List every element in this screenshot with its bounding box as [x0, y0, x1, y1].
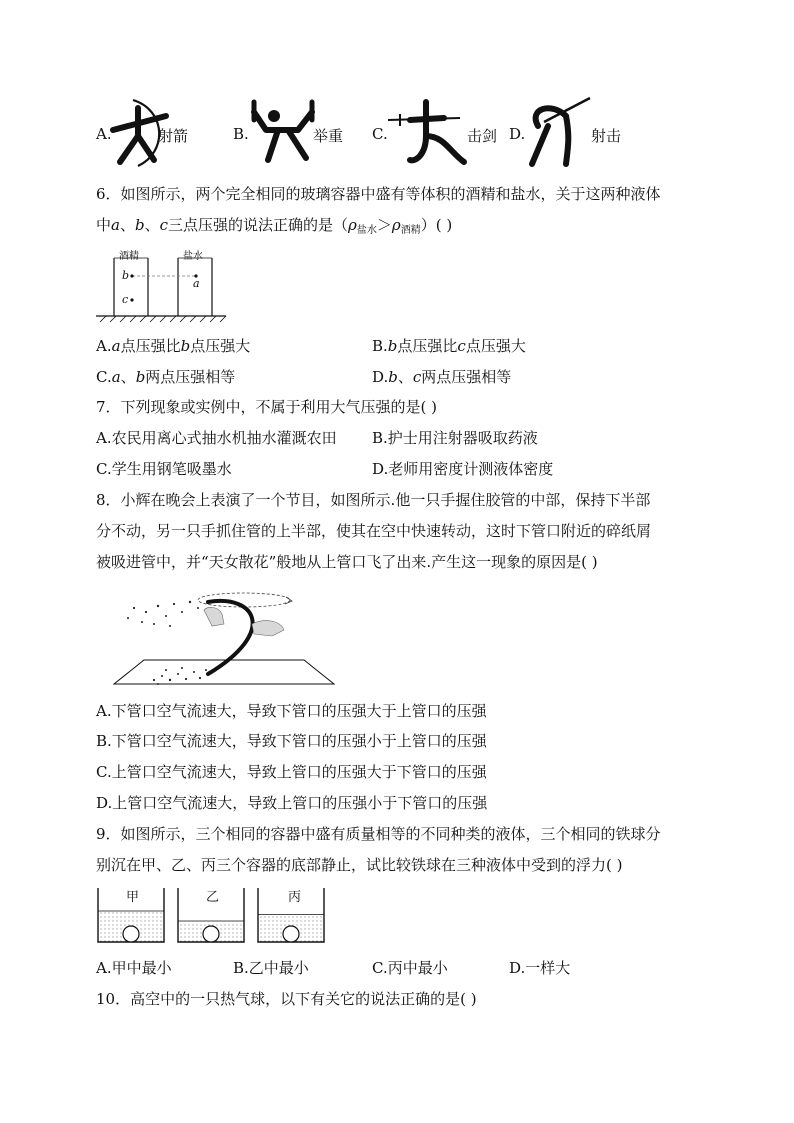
q9-option-d[interactable]: D.一样大: [509, 959, 571, 977]
q8-spinning-tube-figure: [96, 584, 341, 690]
iron-ball: [203, 926, 219, 942]
q6-containers-figure: [96, 244, 226, 328]
q9-option-a[interactable]: A.甲中最小: [96, 959, 172, 977]
q8-option-d[interactable]: D.上管口空气流速大，导致上管口的压强小于下管口的压强: [96, 794, 488, 812]
q6-option-d[interactable]: D.b、c两点压强相等: [372, 368, 512, 386]
weightlifting-pictogram-icon: [248, 96, 320, 168]
container-label-bing: 丙: [288, 890, 302, 905]
iron-ball: [283, 926, 299, 942]
point-b-label: b: [122, 269, 130, 282]
q8-stem-line2: 分不动，另一只手抓住管的上半部，使其在空中快速转动，这时下管口附近的碎纸屑: [96, 522, 652, 540]
label-alcohol: 酒精: [119, 251, 139, 262]
q5-option-a-letter[interactable]: A.: [96, 125, 112, 143]
q9-option-c[interactable]: C.丙中最小: [372, 959, 448, 977]
q7-stem: 7．下列现象或实例中，不属于利用大气压强的是( ): [96, 398, 438, 416]
point-c-label: c: [122, 293, 129, 306]
q5-option-c-label: 击剑: [467, 127, 498, 145]
q5-option-d-label: 射击: [591, 127, 622, 145]
q7-option-d[interactable]: D.老师用密度计测液体密度: [372, 460, 554, 478]
q8-stem-line1: 8．小辉在晚会上表演了一个节目，如图所示.他一只手握住胶管的中部，保持下半部: [96, 491, 651, 509]
q9-stem-line1: 9．如图所示，三个相同的容器中盛有质量相等的不同种类的液体，三个相同的铁球分: [96, 825, 661, 843]
q5-option-b-letter[interactable]: B.: [233, 125, 249, 143]
q8-option-b[interactable]: B.下管口空气流速大，导致下管口的压强小于上管口的压强: [96, 732, 487, 750]
q7-option-b[interactable]: B.护士用注射器吸取药液: [372, 429, 538, 447]
container-label-yi: 乙: [206, 890, 220, 905]
q8-option-a[interactable]: A.下管口空气流速大，导致下管口的压强大于上管口的压强: [96, 702, 487, 720]
q6-option-a[interactable]: A.a点压强比b点压强大: [96, 337, 251, 355]
q5-option-b-label: 举重: [313, 127, 344, 145]
q9-option-b[interactable]: B.乙中最小: [233, 959, 309, 977]
q6-option-c[interactable]: C.a、b两点压强相等: [96, 368, 236, 386]
q6-option-b[interactable]: B.b点压强比c点压强大: [372, 337, 526, 355]
shooting-pictogram-icon: [524, 96, 596, 168]
q8-stem-line3: 被吸进管中，并“天女散花”般地从上管口飞了出来.产生这一现象的原因是( ): [96, 553, 598, 571]
q5-option-d-letter[interactable]: D.: [509, 125, 526, 143]
q5-option-c-letter[interactable]: C.: [372, 125, 388, 143]
q7-option-a[interactable]: A.农民用离心式抽水机抽水灌溉农田: [96, 429, 337, 447]
q5-option-a-label: 射箭: [158, 127, 189, 145]
q6-stem-line1: 6．如图所示，两个完全相同的玻璃容器中盛有等体积的酒精和盐水，关于这两种液体: [96, 185, 661, 203]
q7-option-c[interactable]: C.学生用钢笔吸墨水: [96, 460, 232, 478]
container-label-jia: 甲: [126, 890, 140, 905]
q8-option-c[interactable]: C.上管口空气流速大，导致上管口的压强大于下管口的压强: [96, 763, 487, 781]
q9-stem-line2: 别沉在甲、乙、丙三个容器的底部静止，试比较铁球在三种液体中受到的浮力( ): [96, 856, 623, 874]
label-salt: 盐水: [183, 251, 203, 262]
point-a-label: a: [193, 277, 200, 290]
q6-stem-line2: 中a、b、c三点压强的说法正确的是$(\rho_{盐水}>\rho_{酒精})$( ): [96, 216, 453, 236]
fencing-pictogram-icon: [386, 96, 470, 168]
iron-ball: [123, 926, 139, 942]
q10-stem: 10．高空中的一只热气球，以下有关它的说法正确的是( ): [96, 990, 477, 1008]
